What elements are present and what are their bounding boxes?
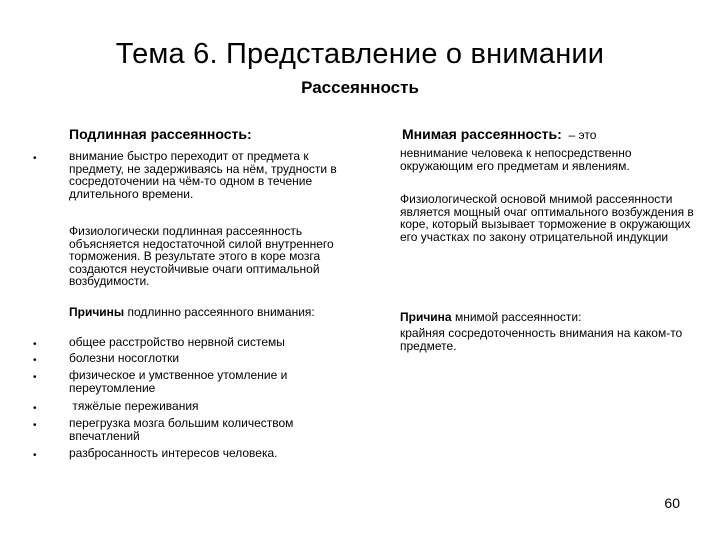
- slide-title: Тема 6. Представление о внимании: [115, 38, 605, 70]
- right-heading: [402, 126, 596, 142]
- left-causes-intro: [69, 306, 354, 319]
- left-definition: внимание быстро переходит от предмета к предмету, не задерживаясь на нём, трудности в сосредоточении на чём-то одном в течение длительного времени.: [69, 149, 337, 201]
- right-cause-text: крайняя сосредоточенность внимания на каком-то предмете.: [400, 326, 683, 353]
- right-physiology: Физиологической основой мнимой рассеянности является мощный очаг оптимального возбуждения в коре, который вызывает торможение в окружающих его участках по закону отрицательной индукции: [400, 192, 694, 244]
- cause-item: физическое и умственное утомление и переутомление: [69, 368, 288, 395]
- right-definition: невнимание человека к непосредственно окружающим его предметам и явлениям.: [400, 146, 632, 173]
- left-physiology: Физиологически подлинная рассеянность объясняется недостаточной силой внутреннего торможения. В результате этого в коре мозга создаются неустойчивые очаги оптимальной возбудимости.: [69, 224, 334, 289]
- right-heading-tail: – это: [561, 128, 597, 142]
- cause-item: перегрузка мозга большим количеством впечатлений: [69, 416, 294, 443]
- left-heading: Подлинная рассеянность:: [69, 126, 252, 142]
- bullet: •: [33, 372, 37, 383]
- right-heading-bold: Мнимая рассеянность:: [402, 126, 562, 142]
- cause-item: тяжёлые переживания: [69, 399, 199, 413]
- right-cause-intro: [400, 311, 705, 324]
- left-causes-bold: Причины: [69, 305, 125, 319]
- cause-item: болезни носоглотки: [69, 351, 180, 365]
- bullet: •: [33, 153, 37, 164]
- cause-item: общее расстройство нервной системы: [69, 335, 285, 349]
- bullet: •: [33, 403, 37, 414]
- right-cause-bold: Причина: [400, 310, 452, 324]
- bullet: •: [33, 355, 37, 366]
- bullet: •: [33, 420, 37, 431]
- cause-item: разбросанность интересов человека.: [69, 446, 278, 460]
- left-causes-rest: подлинно рассеянного внимания:: [124, 305, 315, 319]
- bullet: •: [33, 450, 37, 461]
- slide-subtitle: Рассеянность: [301, 78, 419, 97]
- page-number: 60: [664, 495, 680, 511]
- bullet: •: [33, 339, 37, 350]
- right-cause-rest: мнимой рассеянности:: [451, 310, 582, 324]
